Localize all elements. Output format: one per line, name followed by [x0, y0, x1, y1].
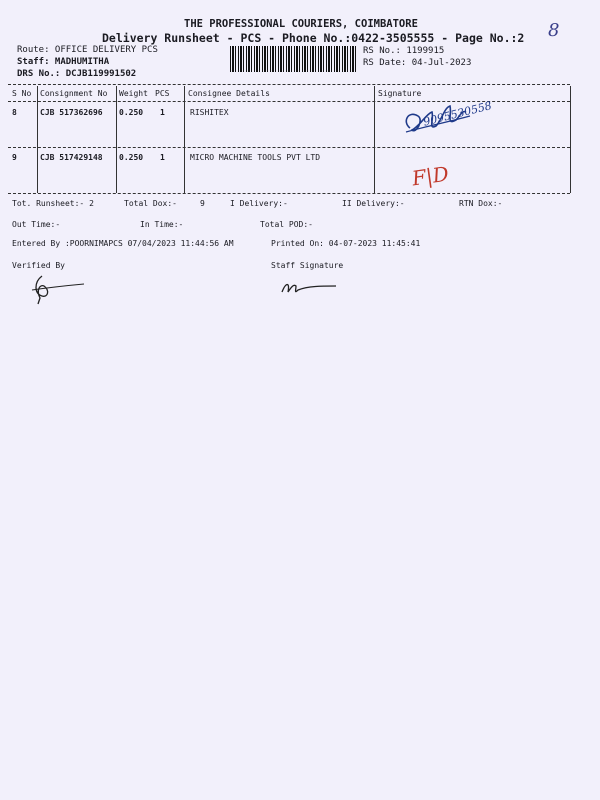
row-pcs: 1 [160, 153, 165, 162]
company-name: THE PROFESSIONAL COURIERS, COIMBATORE [184, 18, 418, 30]
ii-delivery: II Delivery:- [342, 199, 405, 208]
drs-number: DRS No.: DCJB119991502 [17, 69, 137, 79]
verified-by: Verified By [12, 261, 65, 270]
printed-on: Printed On: 04-07-2023 11:45:41 [271, 239, 421, 248]
row-sno: 9 [12, 153, 17, 162]
page-mark: 8 [548, 20, 560, 41]
barcode [230, 46, 358, 72]
table-top-rule [8, 84, 570, 85]
row-consignment: CJB 517429148 [40, 153, 103, 162]
row-weight: 0.250 [119, 153, 144, 162]
col-divider [570, 86, 571, 193]
col-header-signature: Signature [378, 89, 422, 98]
col-header-weight: Weight [119, 89, 148, 98]
delivery-mark: F|D [410, 161, 451, 191]
row-pcs: 1 [160, 108, 165, 117]
col-header-pcs: PCS [155, 89, 170, 98]
rs-date: RS Date: 04-Jul-2023 [363, 58, 472, 68]
col-divider [184, 86, 185, 193]
tot-runsheet: Tot. Runsheet:- 2 [12, 199, 94, 208]
row-sno: 8 [12, 108, 17, 117]
i-delivery: I Delivery:- [230, 199, 288, 208]
row-consignment: CJB 517362696 [40, 108, 103, 117]
col-header-consignment: Consignment No [40, 89, 108, 98]
col-divider [116, 86, 117, 193]
staff-signature [278, 274, 348, 300]
staff-label: Staff: MADHUMITHA [17, 57, 110, 67]
row-consignee: MICRO MACHINE TOOLS PVT LTD [190, 153, 321, 162]
col-header-consignee: Consignee Details [188, 89, 270, 98]
rs-number: RS No.: 1199915 [363, 46, 445, 56]
col-divider [37, 86, 38, 193]
row-weight: 0.250 [119, 108, 144, 117]
total-dox-value: 9 [200, 199, 205, 208]
total-pod: Total POD:- [260, 220, 313, 229]
col-divider [374, 86, 375, 193]
entered-by: Entered By :POORNIMAPCS 07/04/2023 11:44:56 AM [12, 239, 234, 248]
row-consignee: RISHITEX [190, 108, 229, 117]
out-time: Out Time:- [12, 220, 61, 229]
col-header-sno: S No [12, 89, 32, 98]
receiver-phone: 9095530558 [422, 99, 494, 129]
rtn-dox: RTN Dox:- [459, 199, 503, 208]
table-bottom-rule [8, 193, 570, 194]
in-time: In Time:- [140, 220, 184, 229]
verifier-signature [28, 272, 98, 308]
total-dox-label: Total Dox:- [124, 199, 177, 208]
runsheet-title: Delivery Runsheet - PCS - Phone No.:0422-3505555 - Page No.:2 [102, 31, 525, 45]
route-label: Route: OFFICE DELIVERY PCS [17, 45, 158, 55]
staff-signature-label: Staff Signature [271, 261, 344, 270]
